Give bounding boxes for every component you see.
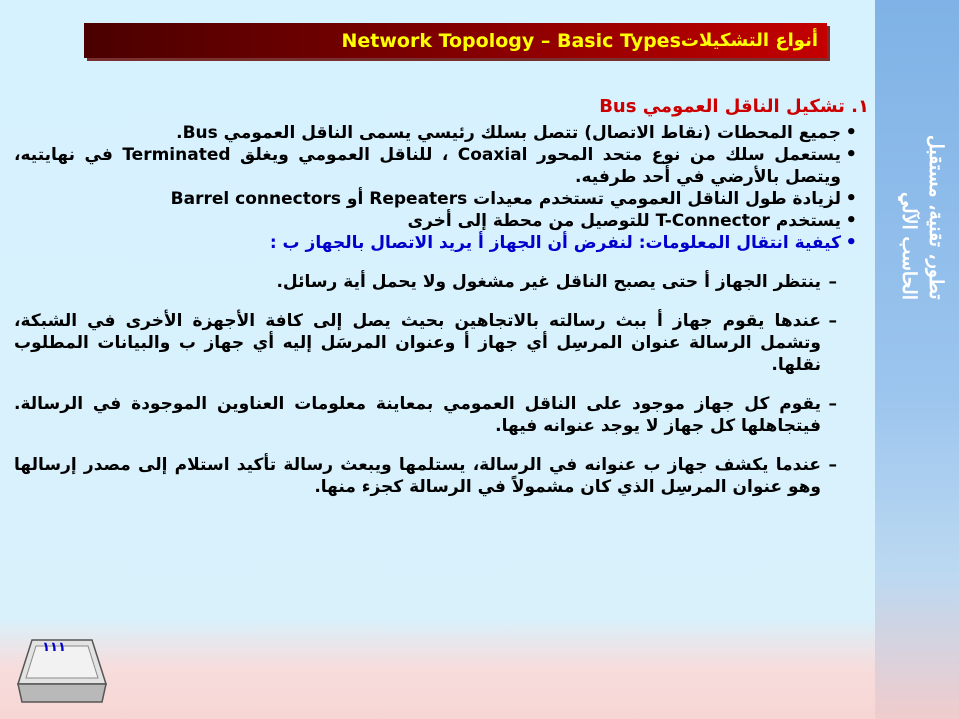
- section-heading: ١. تشكيل الناقل العمومي Bus: [599, 96, 869, 117]
- page-number: ١١١: [42, 640, 66, 655]
- sub-item: – يقوم كل جهاز موجود على الناقل العمومي بمعاينة معلومات العناوين الموجودة في الرسالة. فيتجاهلها كل جهاز لا يوجد عنوانه فيها.: [14, 393, 869, 437]
- slide-content: [14, 94, 869, 515]
- sub-item: – ينتظر الجهاز أ حتى يصبح الناقل غير مشغول ولا يحمل أية رسائل.: [14, 271, 869, 293]
- bullet-item: • يستخدم T-Connector للتوصيل من محطة إلى أخرى: [14, 210, 869, 232]
- bullet-item: • جميع المحطات (نقاط الاتصال) تتصل بسلك رئيسي يسمى الناقل العمومي Bus.: [14, 122, 869, 144]
- bullet-item: • يستعمل سلك من نوع متحد المحور Coaxial ، للناقل العمومي ويغلق Terminated في نهايتيه، ويتصل بالأرضي في أحد طرفيه.: [14, 144, 869, 188]
- side-title-line2: الحاسب الآلي: [898, 191, 920, 300]
- title-bar: [84, 23, 827, 58]
- title-english: Network Topology – Basic Types: [341, 29, 681, 52]
- slide-title: [84, 23, 827, 58]
- side-title-line1: تطور، تقنية، مستقبل: [925, 135, 947, 300]
- title-arabic: أنواع التشكيلات: [680, 30, 818, 51]
- info-label: كيفية انتقال المعلومات:: [638, 233, 841, 253]
- bullet-item: • لزيادة طول الناقل العمومي تستخدم معيدات Repeaters أو Barrel connectors: [14, 188, 869, 210]
- side-title: [875, 0, 959, 300]
- sub-item: – عندها يقوم جهاز أ ببث رسالته بالاتجاهين بحيث يصل إلى كافة الأجهزة الأخرى في الشبكة، وتشمل الرسالة عنوان المرسِل أي جهاز أ وعنوان المرسَل إليه أي جهاز ب والبيانات المطلوب نقلها.: [14, 310, 869, 376]
- info-bullet: [14, 232, 869, 254]
- sub-item: – عندما يكشف جهاز ب عنوانه في الرسالة، يستلمها ويبعث رسالة تأكيد استلام إلى مصدر إرسالها وهو عنوان المرسِل الذي كان مشمولاً في الرسالة كجزء منها.: [14, 454, 869, 498]
- info-text: لنفرض أن الجهاز أ يريد الاتصال بالجهاز ب :: [269, 233, 633, 253]
